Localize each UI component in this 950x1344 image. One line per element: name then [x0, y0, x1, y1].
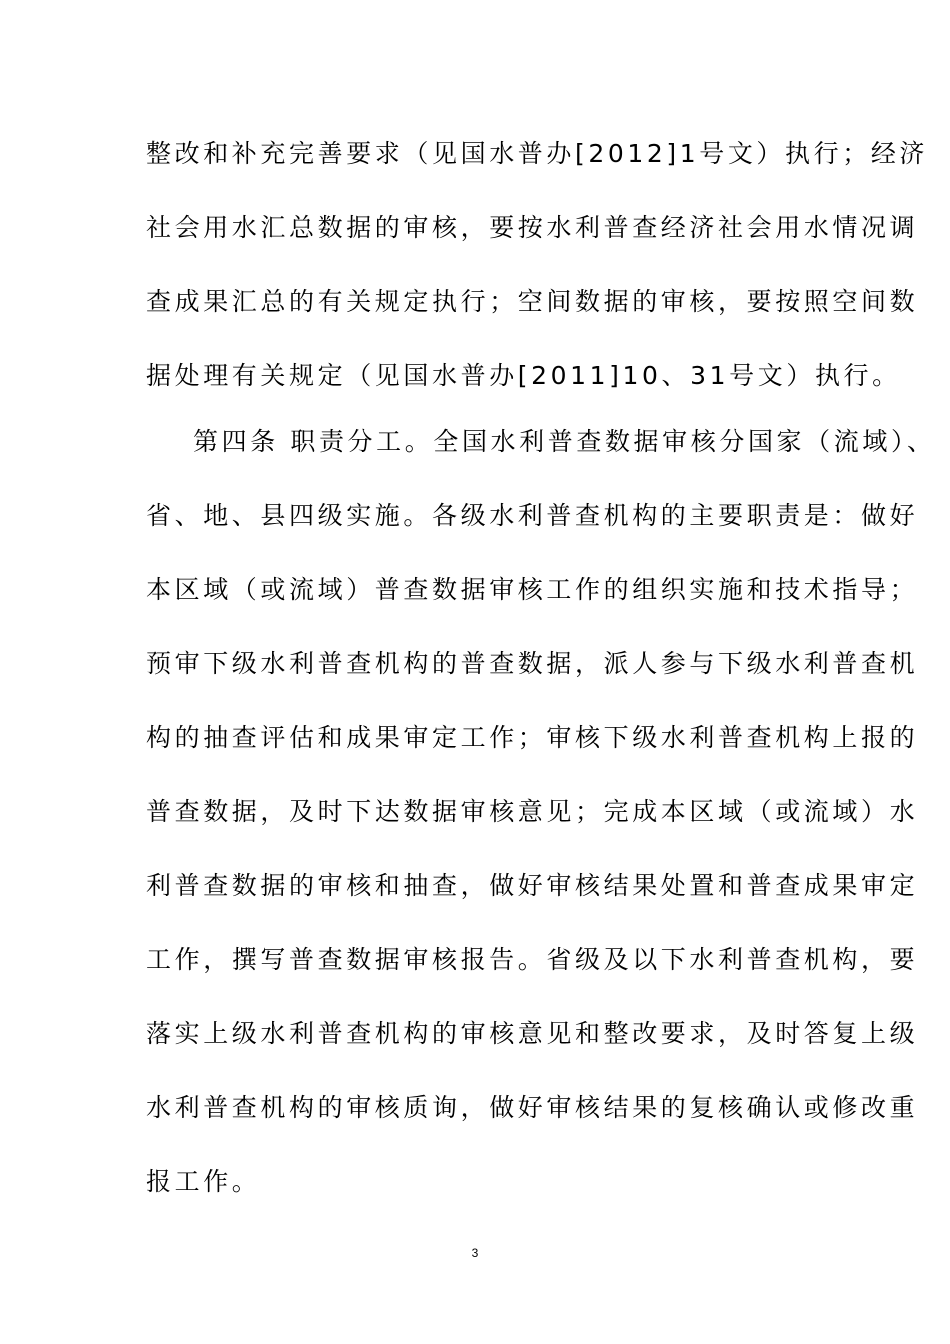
- text-line: 查成果汇总的有关规定执行；空间数据的审核，要按照空间数: [146, 287, 919, 316]
- text-line: 利普查数据的审核和抽查，做好审核结果处置和普查成果审定: [146, 871, 919, 900]
- article-four-heading-line: 第四条 职责分工。全国水利普查数据审核分国家（流域）、: [193, 427, 936, 456]
- text-line: 普查数据，及时下达数据审核意见；完成本区域（或流域）水: [146, 797, 919, 826]
- page-number: 3: [471, 1246, 479, 1260]
- text-line: 社会用水汇总数据的审核，要按水利普查经济社会用水情况调: [146, 213, 919, 242]
- text-line: 报工作。: [146, 1167, 261, 1196]
- text-line: 工作，撰写普查数据审核报告。省级及以下水利普查机构，要: [146, 945, 919, 974]
- text-line: 落实上级水利普查机构的审核意见和整改要求，及时答复上级: [146, 1019, 919, 1048]
- text-line: 水利普查机构的审核质询，做好审核结果的复核确认或修改重: [146, 1093, 919, 1122]
- text-line: 省、地、县四级实施。各级水利普查机构的主要职责是：做好: [146, 501, 919, 530]
- text-line: 预审下级水利普查机构的普查数据，派人参与下级水利普查机: [146, 649, 919, 678]
- text-line: 本区域（或流域）普查数据审核工作的组织实施和技术指导；: [146, 575, 919, 604]
- text-line: 据处理有关规定（见国水普办[2011]10、31号文）执行。: [146, 361, 901, 390]
- text-line: 构的抽查评估和成果审定工作；审核下级水利普查机构上报的: [146, 723, 919, 752]
- text-line: 整改和补充完善要求（见国水普办[2012]1号文）执行；经济: [146, 139, 929, 168]
